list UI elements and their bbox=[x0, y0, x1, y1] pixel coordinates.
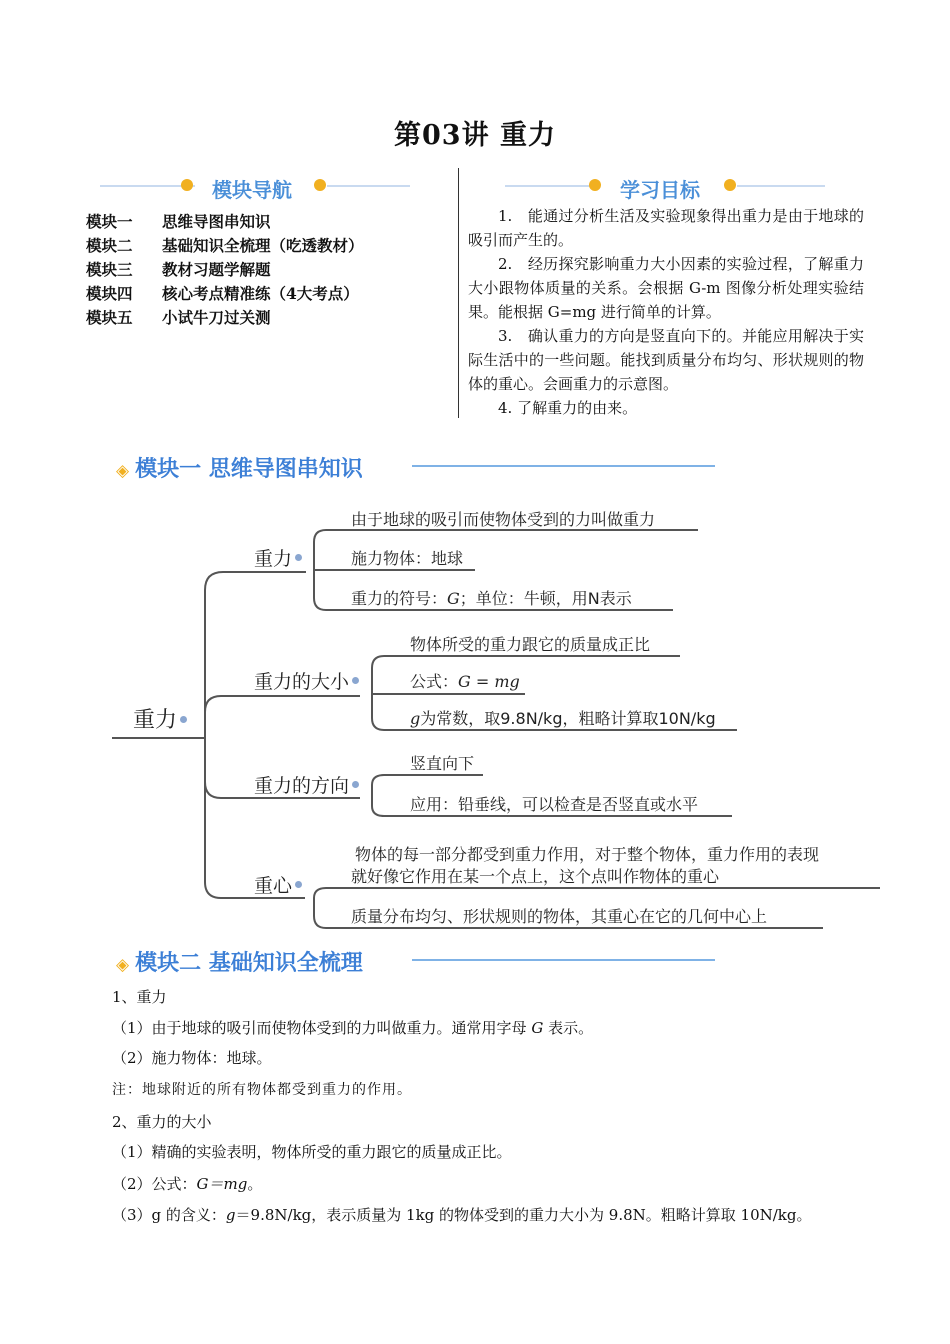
collapse-icon[interactable] bbox=[352, 677, 359, 684]
subsection-heading: 1、重力 bbox=[112, 988, 167, 1006]
leaf: 重力的符号：G；单位：牛顿，用N表示 bbox=[351, 589, 632, 608]
leaf: 物体的每一部分都受到重力作用，对于整个物体，重力作用的表现 bbox=[355, 845, 820, 864]
page-title: 第03讲 重力 bbox=[394, 120, 556, 151]
branch-center-of-gravity[interactable]: 重心 bbox=[254, 871, 302, 898]
goal-item: 1. 能通过分析生活及实验现象得出重力是由于地球的吸引而产生的。 bbox=[468, 207, 864, 249]
branch-magnitude[interactable]: 重力的大小 bbox=[254, 667, 359, 694]
nav-item[interactable]: 模块三 教材习题学解题 bbox=[86, 260, 271, 279]
paragraph: （2）公式：G＝mg。 bbox=[112, 1175, 263, 1193]
nav-item[interactable]: 模块一 思维导图串知识 bbox=[86, 212, 271, 231]
leaf: g为常数，取9.8N/kg，粗略计算取10N/kg bbox=[410, 709, 716, 728]
leaf: 质量分布均匀、形状规则的物体，其重心在它的几何中心上 bbox=[351, 907, 768, 926]
diamond-icon: ◈ bbox=[116, 955, 130, 975]
nav-heading: 模块导航 bbox=[212, 178, 292, 202]
nav-item[interactable]: 模块二 基础知识全梳理（吃透教材） bbox=[86, 236, 364, 255]
diamond-icon: ◈ bbox=[116, 461, 130, 481]
leaf: 公式：G = mg bbox=[410, 672, 520, 691]
paragraph: （1）精确的实验表明，物体所受的重力跟它的质量成正比。 bbox=[112, 1143, 512, 1161]
paragraph: （1）由于地球的吸引而使物体受到的力叫做重力。通常用字母 G 表示。 bbox=[112, 1019, 594, 1037]
subsection-heading: 2、重力的大小 bbox=[112, 1113, 212, 1131]
collapse-icon[interactable] bbox=[180, 716, 187, 723]
branch-direction[interactable]: 重力的方向 bbox=[254, 771, 359, 798]
branch-gravity[interactable]: 重力 bbox=[254, 544, 302, 571]
leaf: 就好像它作用在某一个点上，这个点叫作物体的重心 bbox=[351, 867, 720, 886]
goal-item: 2. 经历探究影响重力大小因素的实验过程，了解重力大小跟物体质量的关系。会根据 G-m 图像分析处理实验结果。能根据 G=mg 进行简单的计算。 bbox=[468, 255, 864, 321]
paragraph: （2）施力物体：地球。 bbox=[112, 1049, 272, 1067]
goals-heading: 学习目标 bbox=[620, 178, 700, 202]
note: 注：地球附近的所有物体都受到重力的作用。 bbox=[112, 1082, 412, 1098]
mind-map-root[interactable]: 重力 bbox=[133, 703, 187, 734]
nav-item[interactable]: 模块五 小试牛刀过关测 bbox=[86, 308, 271, 327]
nav-item[interactable]: 模块四 核心考点精准练（4大考点） bbox=[86, 284, 359, 303]
leaf: 竖直向下 bbox=[410, 754, 475, 773]
collapse-icon[interactable] bbox=[352, 781, 359, 788]
collapse-icon[interactable] bbox=[295, 881, 302, 888]
collapse-icon[interactable] bbox=[295, 554, 302, 561]
leaf: 由于地球的吸引而使物体受到的力叫做重力 bbox=[351, 510, 656, 529]
module2-rule bbox=[412, 959, 715, 961]
leaf: 应用：铅垂线，可以检查是否竖直或水平 bbox=[410, 795, 699, 814]
leaf: 施力物体：地球 bbox=[351, 549, 464, 568]
leaf: 物体所受的重力跟它的质量成正比 bbox=[410, 635, 651, 654]
paragraph: （3）g 的含义：g＝9.8N/kg，表示质量为 1kg 的物体受到的重力大小为 9.8N。粗略计算取 10N/kg。 bbox=[112, 1206, 812, 1224]
goal-item: 3. 确认重力的方向是竖直向下的。并能应用解决于实际生活中的一些问题。能找到质量分布均匀、形状规则的物体的重心。会画重力的示意图。 bbox=[468, 327, 864, 393]
module1-heading: ◈ 模块一 思维导图串知识 bbox=[116, 457, 363, 482]
module2-heading: ◈ 模块二 基础知识全梳理 bbox=[116, 951, 363, 976]
goal-item: 4. 了解重力的由来。 bbox=[498, 399, 638, 417]
